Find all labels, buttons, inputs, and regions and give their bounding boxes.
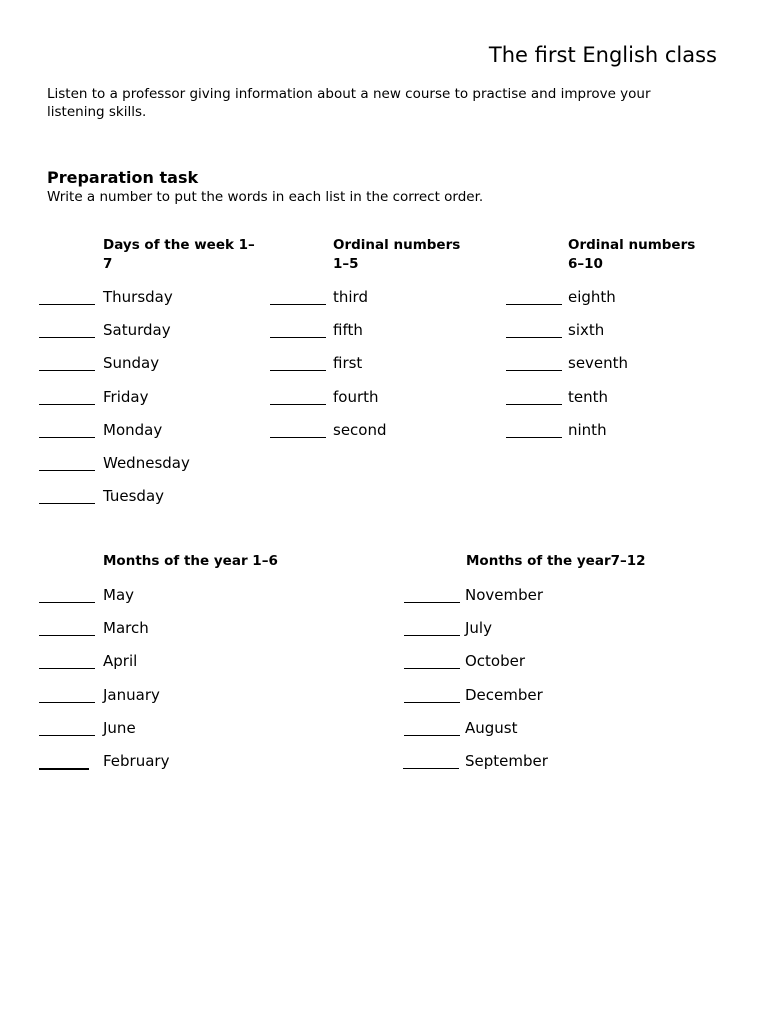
- word-label: October: [465, 652, 526, 671]
- page-title: The first English class: [488, 43, 717, 67]
- ordinals-1-5-heading-line2: 1–5: [333, 256, 359, 272]
- answer-blank[interactable]: [39, 702, 95, 703]
- list-item: [403, 751, 663, 784]
- answer-blank[interactable]: [39, 370, 95, 371]
- answer-blank[interactable]: [506, 404, 562, 405]
- answer-blank[interactable]: [39, 337, 95, 338]
- ordinals-1-5-list: [270, 287, 470, 453]
- word-label: Friday: [103, 387, 149, 406]
- answer-blank[interactable]: [270, 370, 326, 371]
- answer-blank[interactable]: [506, 437, 562, 438]
- list-item: [506, 320, 706, 353]
- ordinals-6-10-heading: [568, 236, 695, 274]
- answer-blank[interactable]: [270, 337, 326, 338]
- list-item: [39, 420, 259, 453]
- answer-blank[interactable]: [39, 635, 95, 636]
- answer-blank[interactable]: [404, 735, 460, 736]
- answer-blank[interactable]: [270, 437, 326, 438]
- answer-blank[interactable]: [39, 768, 89, 770]
- ordinals-1-5-heading-line1: Ordinal numbers: [333, 237, 461, 253]
- ordinals-6-10-heading-line2: 6–10: [568, 256, 603, 272]
- list-item: [506, 420, 706, 453]
- word-label: Sunday: [103, 354, 160, 373]
- intro-text: Listen to a professor giving information about a new course to practise and improve your listening skills.: [47, 86, 651, 120]
- word-label: first: [333, 354, 363, 373]
- answer-blank[interactable]: [506, 337, 562, 338]
- list-item: [403, 618, 663, 651]
- word-label: May: [103, 586, 135, 604]
- list-item: [403, 685, 663, 718]
- word-label: March: [103, 619, 149, 638]
- answer-blank[interactable]: [39, 503, 95, 504]
- ordinals-6-10-list: [506, 287, 706, 453]
- word-label: ninth: [568, 420, 607, 439]
- list-item: [270, 287, 470, 320]
- word-label: June: [103, 718, 136, 737]
- preparation-heading: Preparation task: [47, 168, 199, 187]
- answer-blank[interactable]: [39, 602, 95, 603]
- list-item: [403, 651, 663, 684]
- word-label: Monday: [103, 420, 163, 439]
- answer-blank[interactable]: [270, 404, 326, 405]
- list-item: [506, 387, 706, 420]
- list-item: [270, 387, 470, 420]
- list-item: [39, 486, 259, 519]
- word-label: January: [103, 685, 160, 704]
- ordinals-6-10-heading-line1: Ordinal numbers: [568, 237, 696, 253]
- days-heading-line2: 7: [103, 256, 113, 272]
- days-heading: [103, 236, 255, 274]
- word-label: sixth: [568, 321, 605, 340]
- answer-blank[interactable]: [403, 768, 459, 769]
- word-label: Thursday: [103, 288, 173, 306]
- list-item: [270, 353, 470, 386]
- word-label: December: [465, 685, 543, 704]
- answer-blank[interactable]: [39, 437, 95, 438]
- list-item: [39, 685, 299, 718]
- word-label: third: [333, 288, 368, 306]
- months-7-12-heading: Months of the year7–12: [466, 553, 646, 569]
- answer-blank[interactable]: [404, 602, 460, 603]
- word-label: August: [465, 718, 518, 737]
- list-item: [39, 320, 259, 353]
- word-label: November: [465, 586, 544, 604]
- list-item: [39, 585, 299, 618]
- list-item: [39, 651, 299, 684]
- list-item: [39, 718, 299, 751]
- list-item: [39, 618, 299, 651]
- answer-blank[interactable]: [404, 668, 460, 669]
- days-list: [39, 287, 259, 519]
- answer-blank[interactable]: [39, 304, 95, 305]
- months-7-12-list: [403, 585, 663, 784]
- list-item: [270, 320, 470, 353]
- word-label: seventh: [568, 354, 629, 373]
- word-label: fifth: [333, 321, 363, 340]
- list-item: [403, 585, 663, 618]
- days-heading-line1: Days of the week 1–: [103, 237, 255, 253]
- list-item: [39, 287, 259, 320]
- answer-blank[interactable]: [39, 470, 95, 471]
- word-label: April: [103, 652, 138, 671]
- answer-blank[interactable]: [39, 404, 95, 405]
- word-label: second: [333, 420, 387, 439]
- word-label: February: [103, 751, 170, 770]
- answer-blank[interactable]: [39, 668, 95, 669]
- list-item: [39, 387, 259, 420]
- list-item: [403, 718, 663, 751]
- answer-blank[interactable]: [39, 735, 95, 736]
- list-item: [39, 453, 259, 486]
- months-1-6-list: [39, 585, 299, 784]
- word-label: tenth: [568, 387, 609, 406]
- word-label: September: [465, 751, 548, 770]
- word-label: Saturday: [103, 321, 171, 340]
- word-label: Wednesday: [103, 453, 190, 472]
- list-item: [39, 353, 259, 386]
- list-item: [39, 751, 299, 784]
- answer-blank[interactable]: [270, 304, 326, 305]
- preparation-instructions: Write a number to put the words in each list in the correct order.: [47, 189, 484, 205]
- answer-blank[interactable]: [404, 702, 460, 703]
- ordinals-1-5-heading: [333, 236, 460, 274]
- answer-blank[interactable]: [506, 370, 562, 371]
- answer-blank[interactable]: [506, 304, 562, 305]
- list-item: [506, 287, 706, 320]
- word-label: fourth: [333, 387, 379, 406]
- word-label: Tuesday: [103, 487, 165, 506]
- word-label: eighth: [568, 288, 616, 306]
- list-item: [506, 353, 706, 386]
- months-1-6-heading: Months of the year 1–6: [103, 553, 278, 569]
- answer-blank[interactable]: [404, 635, 460, 636]
- word-label: July: [465, 619, 492, 638]
- list-item: [270, 420, 470, 453]
